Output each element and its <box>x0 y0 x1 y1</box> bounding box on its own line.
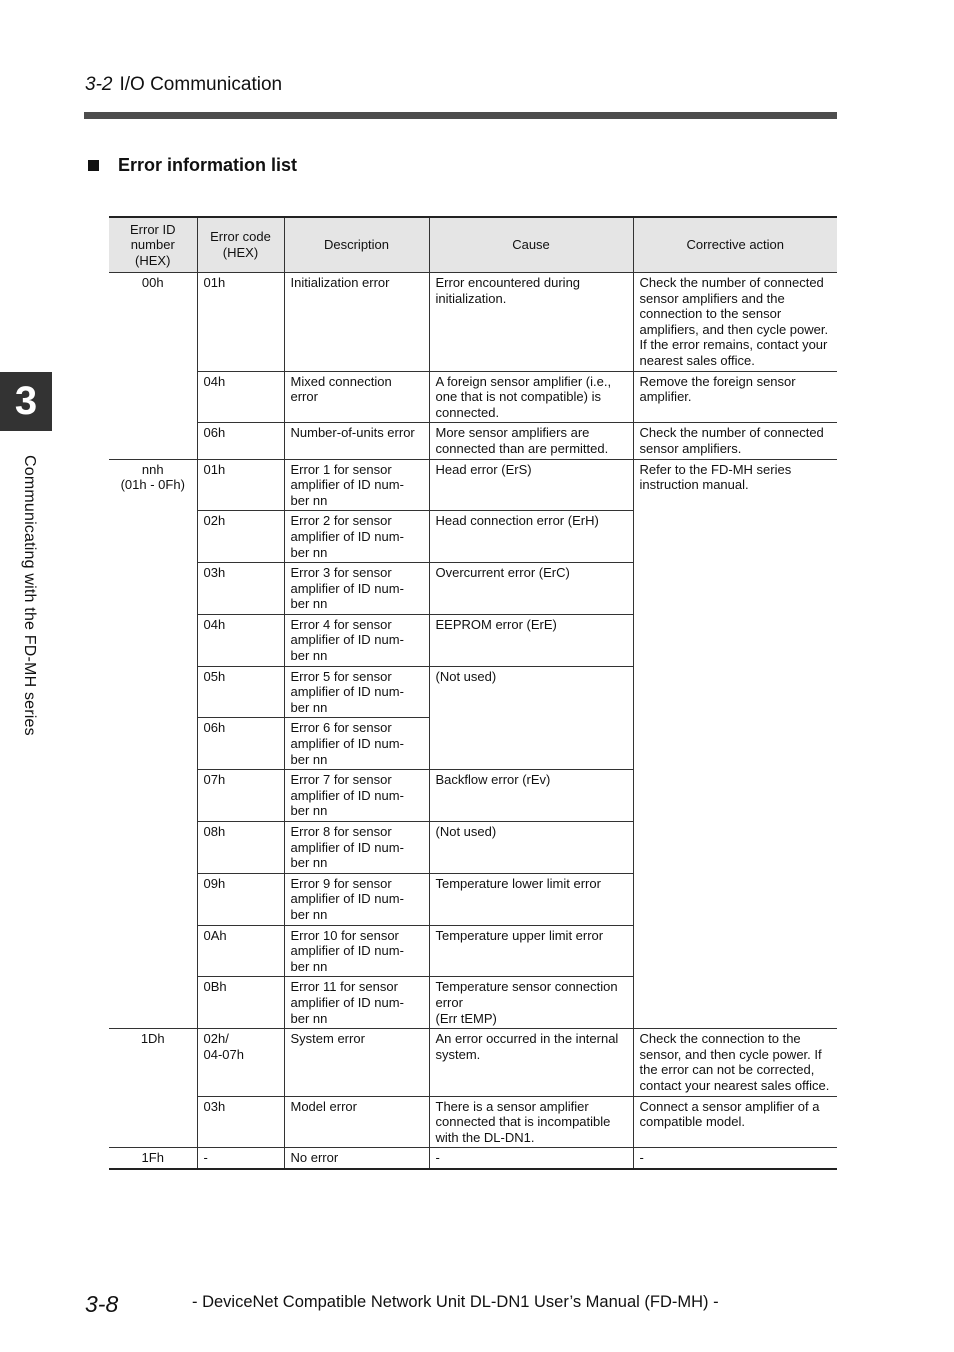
cause-cell: An error occurred in the internal system. <box>429 1029 633 1096</box>
description-cell: Model error <box>284 1096 429 1148</box>
side-chapter-title: Communicating with the FD-MH series <box>21 455 38 736</box>
corrective-action-cell: Connect a sensor amplifier of a compatible model. <box>633 1096 837 1148</box>
cause-cell: Temperature lower limit error <box>429 873 633 925</box>
description-cell: No error <box>284 1148 429 1170</box>
cause-cell: Overcurrent error (ErC) <box>429 563 633 615</box>
error-code-cell: 05h <box>197 666 284 718</box>
page-header <box>85 74 282 96</box>
error-code-cell: 06h <box>197 718 284 770</box>
section-heading-text: Error information list <box>118 155 298 175</box>
error-code-cell: 08h <box>197 822 284 874</box>
col-header-corrective-action: Corrective action <box>633 217 837 273</box>
corrective-action-cell: Remove the foreign sensor amplifier. <box>633 371 837 423</box>
cause-cell: (Not used) <box>429 666 633 770</box>
section-heading <box>88 155 297 176</box>
corrective-action-cell: Refer to the FD-MH series instruction manual. <box>633 459 837 1029</box>
header-rule <box>84 112 837 119</box>
error-id-cell: 00h <box>109 273 197 460</box>
error-code-cell: 04h <box>197 371 284 423</box>
corrective-action-cell: Check the number of connected sensor amplifiers. <box>633 423 837 459</box>
section-title: I/O Communication <box>119 74 283 95</box>
col-header-error-id: Error ID number (HEX) <box>109 217 197 273</box>
corrective-action-cell: - <box>633 1148 837 1170</box>
error-code-cell: 03h <box>197 1096 284 1148</box>
error-code-cell: 03h <box>197 563 284 615</box>
table-row <box>109 1096 837 1148</box>
cause-cell: A foreign sensor amplifier (i.e., one that is not compatible) is connected. <box>429 371 633 423</box>
error-id-cell: 1Fh <box>109 1148 197 1170</box>
cause-cell: EEPROM error (ErE) <box>429 614 633 666</box>
corrective-action-cell: Check the connection to the sensor, and then cycle power. If the error can not be corrected, contact your nearest sales office. <box>633 1029 837 1096</box>
cause-cell: Temperature sensor connection error (Err tEMP) <box>429 977 633 1029</box>
error-code-cell: 01h <box>197 273 284 372</box>
description-cell: Error 11 for sensor amplifier of ID num-ber nn <box>284 977 429 1029</box>
error-code-cell: 02h <box>197 511 284 563</box>
description-cell: Mixed connection error <box>284 371 429 423</box>
description-cell: Error 4 for sensor amplifier of ID num-ber nn <box>284 614 429 666</box>
description-cell: Error 7 for sensor amplifier of ID num-ber nn <box>284 770 429 822</box>
description-cell: Error 3 for sensor amplifier of ID num-ber nn <box>284 563 429 615</box>
description-cell: Error 1 for sensor amplifier of ID num-ber nn <box>284 459 429 511</box>
square-bullet-icon <box>88 160 99 171</box>
description-cell: Error 8 for sensor amplifier of ID num-ber nn <box>284 822 429 874</box>
cause-cell: Head error (ErS) <box>429 459 633 511</box>
section-number: 3-2 <box>85 74 113 95</box>
error-code-cell: 09h <box>197 873 284 925</box>
cause-cell: More sensor amplifiers are connected than are permitted. <box>429 423 633 459</box>
error-id-cell: 1Dh <box>109 1029 197 1148</box>
table-row <box>109 1029 837 1096</box>
description-cell: Initialization error <box>284 273 429 372</box>
error-id-cell: nnh (01h - 0Fh) <box>109 459 197 1029</box>
error-code-cell: 0Ah <box>197 925 284 977</box>
description-cell: Error 5 for sensor amplifier of ID num-ber nn <box>284 666 429 718</box>
table-row <box>109 371 837 423</box>
chapter-tab: 3 <box>0 372 52 431</box>
description-cell: Number-of-units error <box>284 423 429 459</box>
cause-cell: - <box>429 1148 633 1170</box>
table-row <box>109 1148 837 1170</box>
table-row <box>109 459 837 511</box>
error-code-cell: - <box>197 1148 284 1170</box>
description-cell: Error 9 for sensor amplifier of ID num-ber nn <box>284 873 429 925</box>
cause-cell: There is a sensor amplifier connected that is incompatible with the DL-DN1. <box>429 1096 633 1148</box>
error-code-cell: 0Bh <box>197 977 284 1029</box>
table-row <box>109 423 837 459</box>
error-code-cell: 02h/ 04-07h <box>197 1029 284 1096</box>
error-code-cell: 04h <box>197 614 284 666</box>
error-code-cell: 07h <box>197 770 284 822</box>
cause-cell: Backflow error (rEv) <box>429 770 633 822</box>
col-header-cause: Cause <box>429 217 633 273</box>
description-cell: Error 10 for sensor amplifier of ID num-ber nn <box>284 925 429 977</box>
cause-cell: Error encountered during initialization. <box>429 273 633 372</box>
cause-cell: Temperature upper limit error <box>429 925 633 977</box>
cause-cell: (Not used) <box>429 822 633 874</box>
cause-cell: Head connection error (ErH) <box>429 511 633 563</box>
corrective-action-cell: Check the number of connected sensor amplifiers and the connection to the sensor amplifiers, and then cycle power. If the error remains, contact your nearest sales office. <box>633 273 837 372</box>
table-header-row <box>109 217 837 273</box>
error-code-cell: 06h <box>197 423 284 459</box>
table-row <box>109 273 837 372</box>
col-header-error-code: Error code (HEX) <box>197 217 284 273</box>
manual-title: - DeviceNet Compatible Network Unit DL-DN1 User’s Manual (FD-MH) - <box>192 1293 719 1311</box>
description-cell: Error 2 for sensor amplifier of ID num-ber nn <box>284 511 429 563</box>
col-header-description: Description <box>284 217 429 273</box>
description-cell: Error 6 for sensor amplifier of ID num-ber nn <box>284 718 429 770</box>
page-number: 3-8 <box>85 1291 119 1317</box>
error-information-table <box>109 216 837 1170</box>
description-cell: System error <box>284 1029 429 1096</box>
error-code-cell: 01h <box>197 459 284 511</box>
